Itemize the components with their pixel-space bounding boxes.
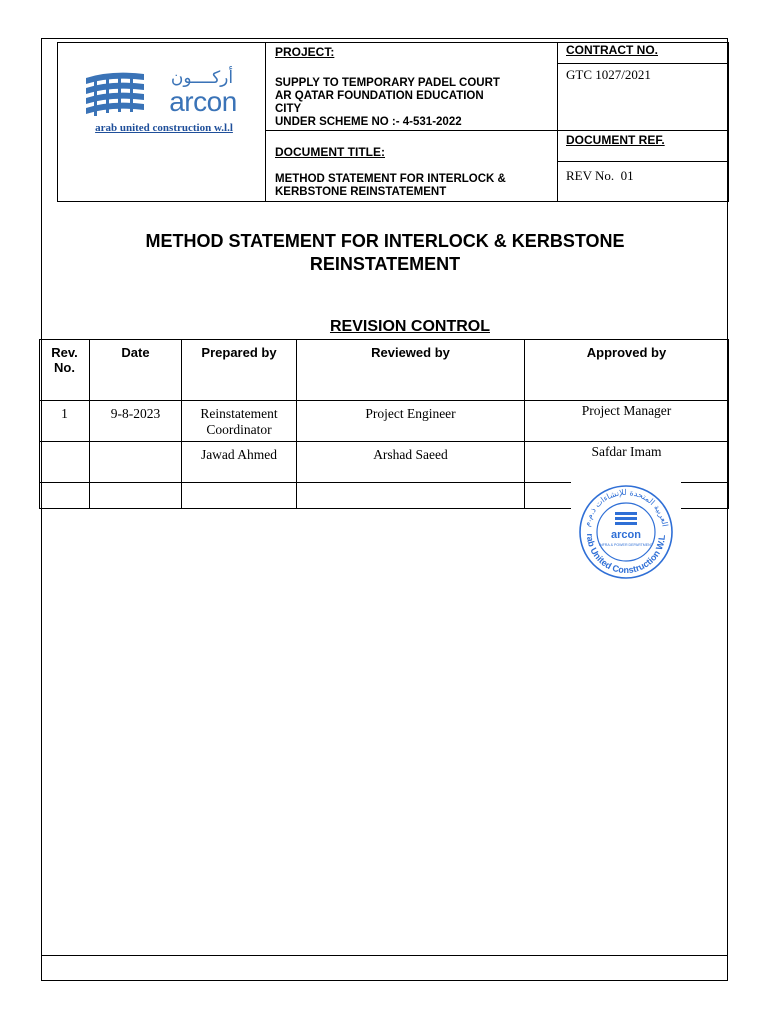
table-cell: Project Manager <box>525 401 729 442</box>
stamp-seal <box>571 480 681 580</box>
document-ref-label: DOCUMENT REF. <box>566 133 665 147</box>
project-label: PROJECT: <box>275 45 335 59</box>
table-cell: Reinstatement Coordinator <box>182 401 297 442</box>
table-cell: 9-8-2023 <box>90 401 182 442</box>
company-logo <box>66 64 262 139</box>
table-cell <box>40 483 90 509</box>
main-title <box>60 230 710 276</box>
logo-arabic-name: أركــــون <box>170 68 234 88</box>
table-cell: Arshad Saeed <box>297 442 525 483</box>
column-header: Reviewed by <box>297 340 525 401</box>
table-cell: Jawad Ahmed <box>182 442 297 483</box>
company-stamp <box>571 480 681 580</box>
revision-control-title: REVISION CONTROL <box>329 318 490 335</box>
stamp-ring-text: rab United Construction W.L <box>584 533 668 576</box>
table-cell <box>40 442 90 483</box>
table-cell: 1 <box>40 401 90 442</box>
contract-value: GTC 1027/2021 <box>566 67 651 82</box>
table-row <box>40 442 729 483</box>
header-divider <box>557 63 729 64</box>
header-divider <box>265 130 729 131</box>
table-cell <box>90 483 182 509</box>
document-title-label: DOCUMENT TITLE: <box>275 145 385 159</box>
document-title-line: KERBSTONE REINSTATEMENT <box>275 186 447 198</box>
main-title-line: REINSTATEMENT <box>309 254 461 274</box>
stamp-name: arcon <box>611 529 641 541</box>
project-line: AR QATAR FOUNDATION EDUCATION <box>275 90 484 102</box>
document-title-line: METHOD STATEMENT FOR INTERLOCK & <box>275 173 506 185</box>
project-line: CITY <box>275 103 302 115</box>
table-cell <box>90 442 182 483</box>
header-divider <box>265 42 266 202</box>
column-header: Prepared by <box>182 340 297 401</box>
table-row <box>40 401 729 442</box>
project-line: UNDER SCHEME NO :- 4-531-2022 <box>275 116 462 128</box>
document-title <box>275 173 555 199</box>
header-divider <box>557 161 729 162</box>
stamp-arabic-ring: العربية المتحدة للإنشاءات ذ.م.م <box>582 487 670 528</box>
project-line: SUPPLY TO TEMPORARY PADEL COURT <box>275 77 500 89</box>
table-cell <box>182 483 297 509</box>
footer-divider <box>41 955 728 956</box>
header-divider <box>557 42 558 202</box>
column-header: Approved by <box>525 340 729 401</box>
svg-text:العربية المتحدة للإنشاءات ذ.م. <box>582 488 669 527</box>
table-cell: Project Engineer <box>297 401 525 442</box>
stamp-department: INFRA & POWER DEPARTMENT <box>599 543 653 547</box>
revision-number: REV No. 01 <box>566 168 634 183</box>
project-description <box>275 77 555 129</box>
table-cell: Safdar Imam <box>525 442 729 483</box>
main-title-line: METHOD STATEMENT FOR INTERLOCK & KERBSTONE <box>145 231 625 251</box>
logo-tagline: arab united construction w.l.l <box>95 122 233 134</box>
column-header: Rev. No. <box>40 340 90 401</box>
logo-name: arcon <box>169 86 237 117</box>
table-cell <box>297 483 525 509</box>
contract-label: CONTRACT NO. <box>566 43 658 57</box>
column-header: Date <box>90 340 182 401</box>
table-header-row <box>40 340 729 401</box>
